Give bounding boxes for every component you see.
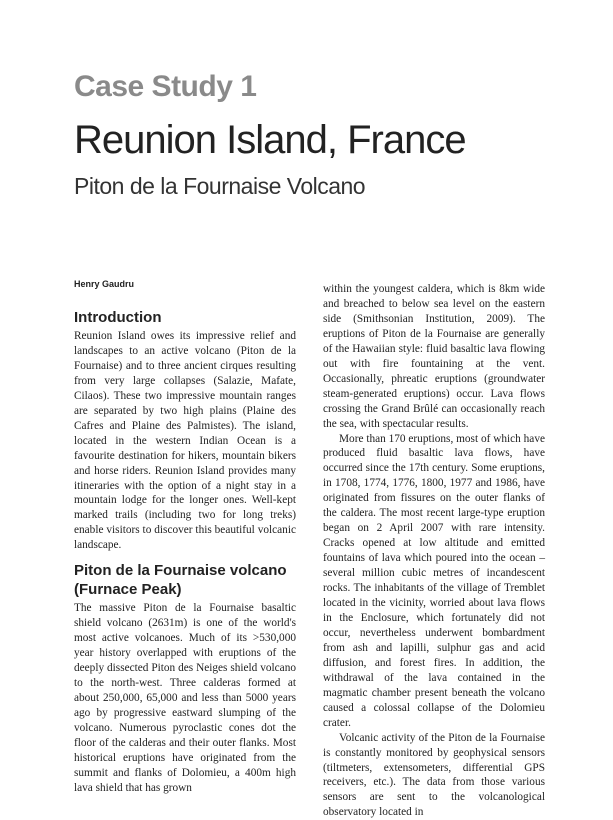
introduction-paragraph: Reunion Island owes its impressive relief and landscapes to an active volcano (Piton de la Fournaise) and to three ancient cirques resulting from very large collapses (Salazie, Mafate, Cilaos). These two impressive mountain ranges are separated by two high plains (Plaine des Cafres and Plaine des Palmistes). The island, located in the western Indian Ocean is a favourite destination for hikers, mountain bikers and horse riders. Reunion Island provides many itineraries with the option of a night stay in a mountain lodge for the longer ones. Well-kept marked trails (including two for long treks) enable visitors to discover this beautiful volcanic landscape. <box>74 330 296 552</box>
author-name: Henry Gaudru <box>74 279 135 289</box>
right-column <box>323 282 545 820</box>
monitoring-paragraph: Volcanic activity of the Piton de la Fournaise is constantly monitored by geophysical sensors (tiltmeters, extensometers, differential GPS receivers, etc.). The data from those various sensors are sent to the volcanological observatory located in <box>323 731 545 819</box>
volcano-paragraph: The massive Piton de la Fournaise basaltic shield volcano (2631m) is one of the world's most active volcanoes. Much of its >530,000 year history overlapped with eruptions of the deeply dissected Piton des Neiges shield volcano to the north-west. Three calderas formed at about 250,000, 65,000 and less than 5000 years ago by progressive eastward slumping of the volcano. Numerous pyroclastic cones dot the floor of the calderas and their outer flanks. Most historical eruptions have originated from the summit and flanks of Dolomieu, a 400m high lava shield that has grown <box>74 602 296 794</box>
case-study-label: Case Study 1 <box>74 70 257 103</box>
chapter-title: Reunion Island, France <box>74 118 466 162</box>
caldera-paragraph: within the youngest caldera, which is 8km wide and breached to below sea level on the eastern side (Smithsonian Institution, 2009). The eruptions of Piton de la Fournaise are generally of the Hawaiian style: fluid basaltic lava flowing out with fire fountaining at the vent. Occasionally, phreatic eruptions (groundwater steam-generated eruptions) occur. Lava flows crossing the Grand Brûlé can occasionally reach the sea, with spectacular results. <box>323 283 545 430</box>
left-column <box>74 278 296 796</box>
section-heading-volcano: Piton de la Fournaise volcano (Furnace Peak) <box>74 562 287 599</box>
section-heading-introduction: Introduction <box>74 309 162 326</box>
chapter-header <box>74 70 554 200</box>
eruptions-paragraph: More than 170 eruptions, most of which have produced fluid basaltic lava flows, have occurred since the 17th century. Some eruptions, in 1708, 1774, 1776, 1800, 1977 and 1986, have originated from fissures on the outer flanks of the caldera. The most recent large-type eruption began on 2 April 2007 with rare intensity. Cracks opened at low altitude and emitted fountains of lava which poured into the ocean – several million cubic metres of incandescent rocks. The inhabitants of the village of Tremblet located in the vicinity, worried about lava flows in the Enclosure, which fortunately did not occur, nevertheless underwent bombardment from ash and lapilli, sulphur gas and acid diffusion, and forest fires. In addition, the withdrawal of the lava contained in the magmatic chamber present beneath the volcano caused a colossal collapse of the Dolomieu crater. <box>323 432 545 729</box>
chapter-subtitle: Piton de la Fournaise Volcano <box>74 173 366 199</box>
